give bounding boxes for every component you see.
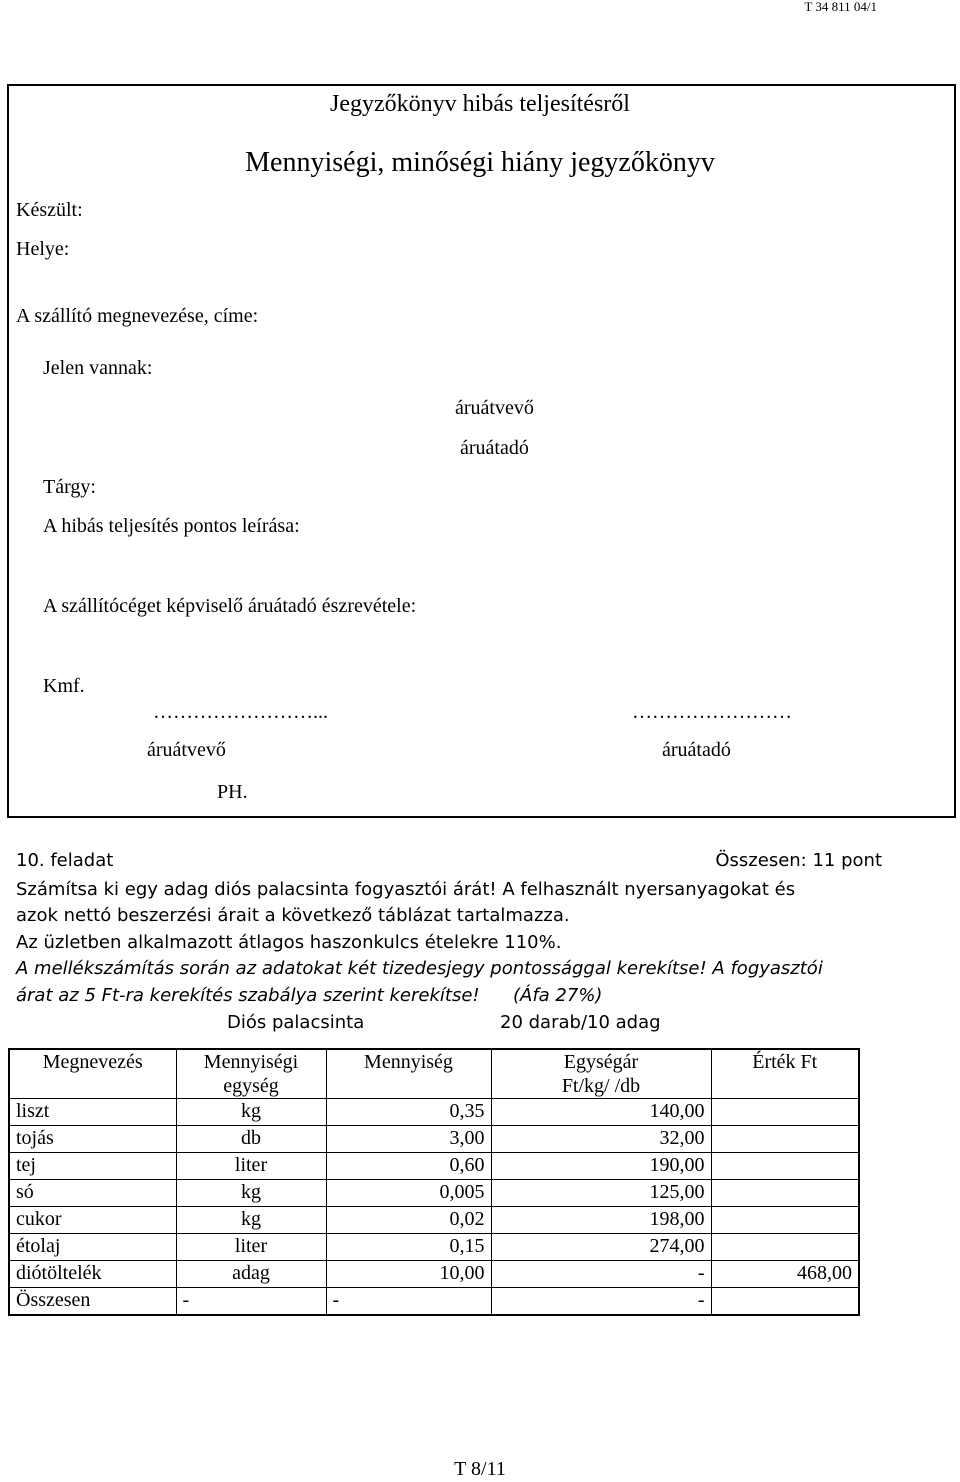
total-unit: - xyxy=(176,1288,326,1316)
cell-unit-price: 32,00 xyxy=(491,1126,711,1153)
table-row xyxy=(9,1207,859,1234)
cell-value xyxy=(711,1207,859,1234)
header-unit-price: Egységár Ft/kg/ /db xyxy=(491,1049,711,1099)
cell-name: tojás xyxy=(9,1126,176,1153)
ingredients-table xyxy=(8,1048,860,1316)
task-line-2: azok nettó beszerzési árait a következő táblázat tartalmazza. xyxy=(16,905,570,926)
signature-label-deliverer: áruátadó xyxy=(662,739,731,761)
cell-value xyxy=(711,1099,859,1126)
table-row xyxy=(9,1261,859,1288)
task-points: Összesen: 11 pont xyxy=(715,850,882,871)
cell-name: tej xyxy=(9,1153,176,1180)
cell-name: diótöltelék xyxy=(9,1261,176,1288)
table-row xyxy=(9,1126,859,1153)
signature-label-receiver: áruátvevő xyxy=(147,739,226,761)
signature-line-receiver: ……………………... xyxy=(153,701,328,723)
cell-unit: liter xyxy=(176,1234,326,1261)
cell-value: 468,00 xyxy=(711,1261,859,1288)
cell-quantity: 0,15 xyxy=(326,1234,491,1261)
dish-name: Diós palacsinta xyxy=(227,1012,365,1033)
cell-unit-price: 140,00 xyxy=(491,1099,711,1126)
task-line-5b: (Áfa 27%) xyxy=(513,985,603,1006)
cell-unit: kg xyxy=(176,1207,326,1234)
total-unit-price: - xyxy=(491,1288,711,1316)
cell-unit-price: 274,00 xyxy=(491,1234,711,1261)
total-value xyxy=(711,1288,859,1316)
task-line-3: Az üzletben alkalmazott átlagos haszonkulcs ételekre 110%. xyxy=(16,932,562,953)
cell-quantity: 0,02 xyxy=(326,1207,491,1234)
cell-quantity: 0,60 xyxy=(326,1153,491,1180)
table-row xyxy=(9,1153,859,1180)
cell-name: cukor xyxy=(9,1207,176,1234)
table-total-row xyxy=(9,1288,859,1316)
cell-name: liszt xyxy=(9,1099,176,1126)
supplier-label: A szállító megnevezése, címe: xyxy=(16,305,259,327)
kmf-label: Kmf. xyxy=(43,675,85,697)
signature-line-deliverer: …………………… xyxy=(632,701,792,723)
cell-value xyxy=(711,1234,859,1261)
cell-quantity: 3,00 xyxy=(326,1126,491,1153)
description-label: A hibás teljesítés pontos leírása: xyxy=(43,515,300,537)
cell-quantity: 0,005 xyxy=(326,1180,491,1207)
subject-label: Tárgy: xyxy=(43,476,96,498)
header-quantity: Mennyiség xyxy=(326,1049,491,1099)
header-value: Érték Ft xyxy=(711,1049,859,1099)
table-row xyxy=(9,1180,859,1207)
header-unit: Mennyiségi egység xyxy=(176,1049,326,1099)
total-name: Összesen xyxy=(9,1288,176,1316)
cell-unit: adag xyxy=(176,1261,326,1288)
header-name: Megnevezés xyxy=(9,1049,176,1099)
present-deliverer: áruátadó xyxy=(460,437,529,459)
cell-quantity: 10,00 xyxy=(326,1261,491,1288)
present-label: Jelen vannak: xyxy=(43,357,153,379)
table-row xyxy=(9,1234,859,1261)
document-code: T 34 811 04/1 xyxy=(804,0,877,14)
total-quantity: - xyxy=(326,1288,491,1316)
made-label: Készült: xyxy=(16,199,83,221)
table-row xyxy=(9,1099,859,1126)
cell-unit-price: 125,00 xyxy=(491,1180,711,1207)
remark-label: A szállítócéget képviselő áruátadó észrevétele: xyxy=(43,595,417,617)
task-line-5a: árat az 5 Ft-ra kerekítés szabálya szerint kerekítse! xyxy=(16,985,480,1006)
protocol-subtitle: Mennyiségi, minőségi hiány jegyzőkönyv xyxy=(245,147,715,178)
cell-unit: db xyxy=(176,1126,326,1153)
cell-unit: liter xyxy=(176,1153,326,1180)
protocol-title: Jegyzőkönyv hibás teljesítésről xyxy=(330,91,630,117)
cell-unit: kg xyxy=(176,1180,326,1207)
page-number: T 8/11 xyxy=(454,1458,506,1480)
place-label: Helye: xyxy=(16,238,70,260)
cell-unit: kg xyxy=(176,1099,326,1126)
cell-value xyxy=(711,1180,859,1207)
dish-yield: 20 darab/10 adag xyxy=(500,1012,661,1033)
table-header-row xyxy=(9,1049,859,1099)
cell-value xyxy=(711,1126,859,1153)
present-receiver: áruátvevő xyxy=(455,397,534,419)
cell-value xyxy=(711,1153,859,1180)
cell-name: étolaj xyxy=(9,1234,176,1261)
task-line-4: A mellékszámítás során az adatokat két tizedesjegy pontossággal kerekítse! A fogyasztói xyxy=(16,958,823,979)
task-number: 10. feladat xyxy=(16,850,114,871)
cell-quantity: 0,35 xyxy=(326,1099,491,1126)
cell-unit-price: - xyxy=(491,1261,711,1288)
cell-name: só xyxy=(9,1180,176,1207)
cell-unit-price: 190,00 xyxy=(491,1153,711,1180)
cell-unit-price: 198,00 xyxy=(491,1207,711,1234)
task-line-1: Számítsa ki egy adag diós palacsinta fogyasztói árát! A felhasznált nyersanyagokat és xyxy=(16,879,796,900)
stamp-label: PH. xyxy=(217,781,248,803)
